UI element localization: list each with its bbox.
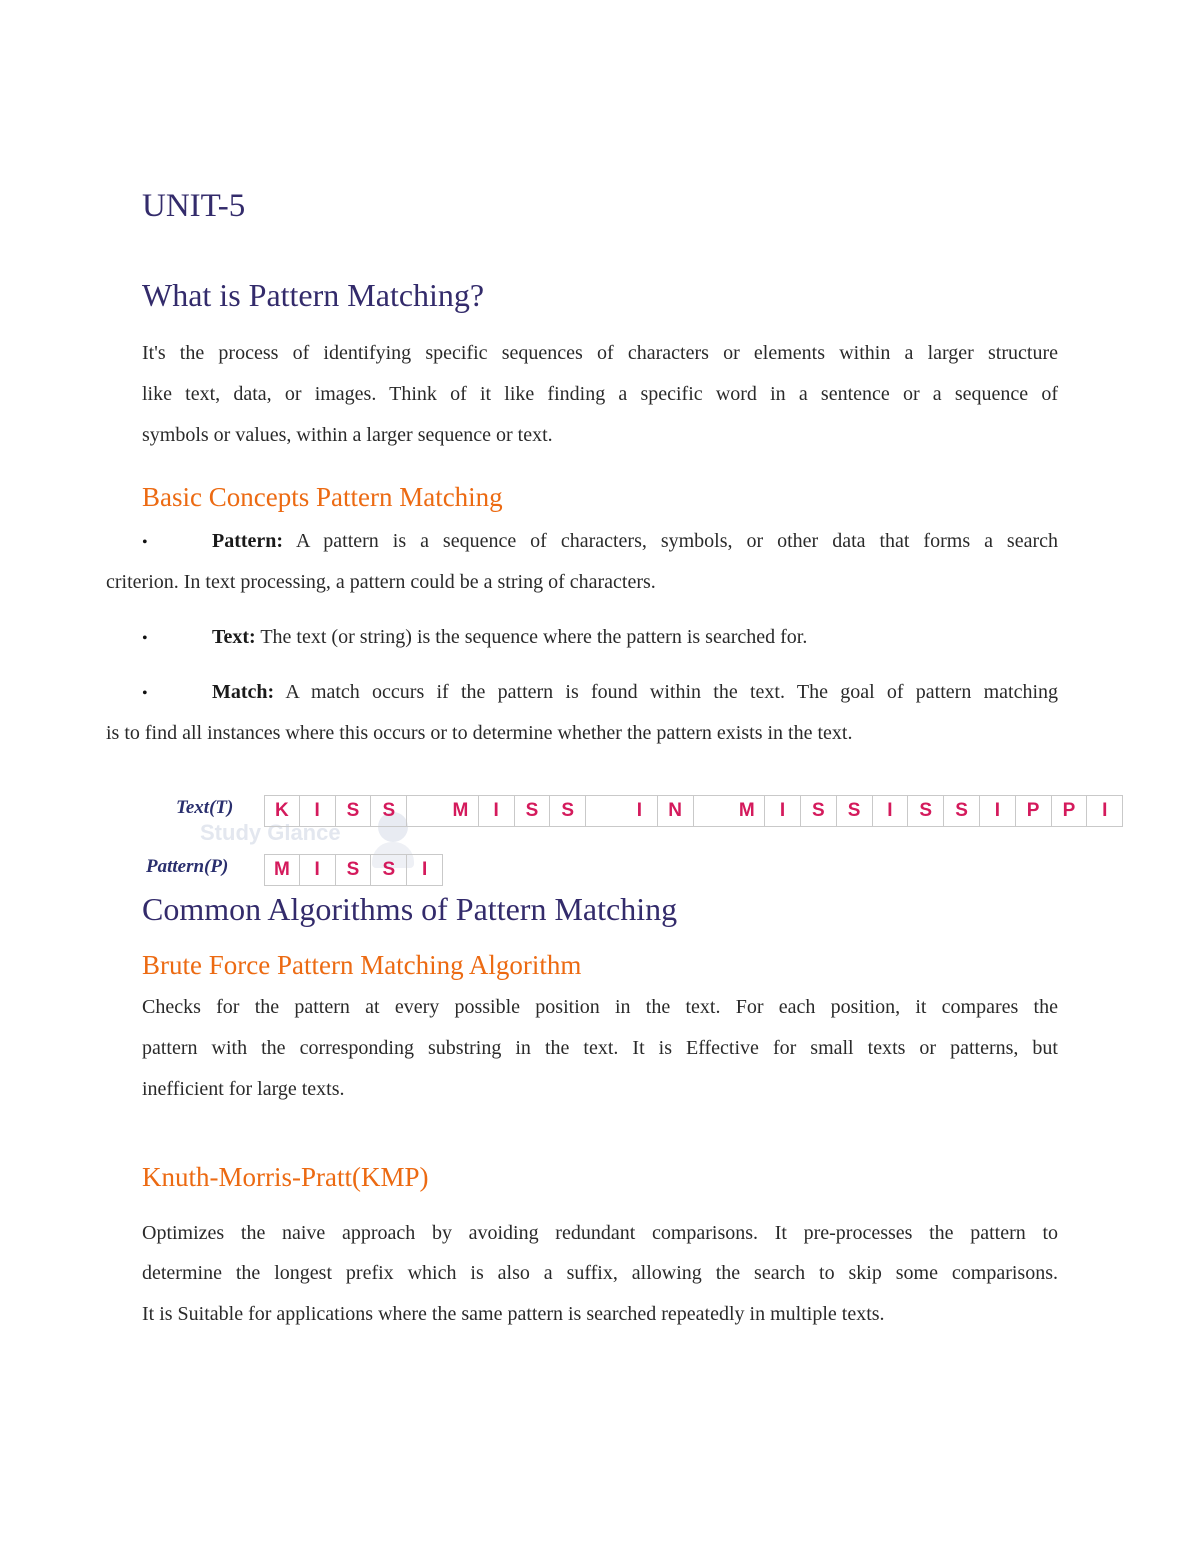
pattern-cell-3: S <box>371 855 407 885</box>
basic-concepts-heading: Basic Concepts Pattern Matching <box>142 482 503 512</box>
text-cell-14: I <box>765 796 801 826</box>
text-cell-18: S <box>908 796 944 826</box>
text-cell-0: K <box>264 796 300 826</box>
text-cell-8: S <box>550 796 586 826</box>
intro-line-1: It's the process of identifying specific sequences of characters or elements within a larger structure <box>142 342 1058 364</box>
text-cell-23: I <box>1087 796 1123 826</box>
concept-term-text: Text: <box>212 626 256 648</box>
intro-line-2: like text, data, or images. Think of it like finding a specific word in a sentence or a sequence of <box>142 383 1058 405</box>
intro-paragraph <box>142 342 1058 452</box>
pattern-cell-4: I <box>407 855 443 885</box>
concept-term-pattern: Pattern: <box>212 530 284 552</box>
text-cell-17: I <box>873 796 909 826</box>
text-cell-6: I <box>479 796 515 826</box>
concept-pattern-line-1 <box>212 530 1058 553</box>
brute-line-2: pattern with the corresponding substring in the text. It is Effective for small texts or patterns, but <box>142 1037 1058 1059</box>
watermark-text: Study Glance <box>200 820 341 845</box>
text-cell-10: I <box>622 796 658 826</box>
kmp-paragraph <box>142 1222 1058 1332</box>
brute-line-3: inefficient for large texts. <box>142 1078 345 1100</box>
text-cell-21: P <box>1016 796 1052 826</box>
brute-force-heading: Brute Force Pattern Matching Algorithm <box>142 950 582 980</box>
text-cell-12 <box>694 796 730 826</box>
bullet-marker: • <box>142 630 148 647</box>
concept-pattern-line-2: criterion. In text processing, a pattern could be a string of characters. <box>106 571 656 593</box>
text-cell-19: S <box>944 796 980 826</box>
text-cell-22: P <box>1052 796 1088 826</box>
text-cell-5: M <box>443 796 479 826</box>
brute-force-paragraph <box>142 996 1058 1106</box>
brute-line-1: Checks for the pattern at every possible position in the text. For each position, it compares the <box>142 996 1058 1018</box>
pattern-label: Pattern(P) <box>146 856 229 877</box>
kmp-line-1: Optimizes the naive approach by avoiding redundant comparisons. It pre-processes the pattern to <box>142 1222 1058 1244</box>
text-cell-1: I <box>300 796 336 826</box>
text-cells <box>264 795 1123 827</box>
unit-title: UNIT-5 <box>142 188 246 224</box>
concept-term-match: Match: <box>212 681 275 703</box>
text-cell-2: S <box>336 796 372 826</box>
bullet-marker: • <box>142 534 148 551</box>
concept-match-line-1 <box>212 681 1058 704</box>
intro-line-3: symbols or values, within a larger sequence or text. <box>142 424 553 446</box>
concept-desc-pattern: A pattern is a sequence of characters, symbols, or other data that forms a search <box>283 530 1058 552</box>
text-cell-7: S <box>515 796 551 826</box>
kmp-heading: Knuth-Morris-Pratt(KMP) <box>142 1162 429 1192</box>
concept-desc-match: A match occurs if the pattern is found within the text. The goal of pattern matching <box>274 681 1058 703</box>
kmp-line-2: determine the longest prefix which is also a suffix, allowing the search to skip some comparisons. <box>142 1262 1058 1284</box>
text-cell-9 <box>586 796 622 826</box>
text-label: Text(T) <box>176 797 234 818</box>
kmp-line-3: It is Suitable for applications where the same pattern is searched repeatedly in multiple texts. <box>142 1303 885 1325</box>
text-cell-4 <box>407 796 443 826</box>
concept-match-line-2: is to find all instances where this occurs or to determine whether the pattern exists in the text. <box>106 722 853 744</box>
text-cell-13: M <box>729 796 765 826</box>
text-cell-11: N <box>658 796 694 826</box>
concept-item-text <box>212 626 807 649</box>
bullet-marker: • <box>142 685 148 702</box>
pattern-cell-2: S <box>336 855 372 885</box>
pattern-cell-1: I <box>300 855 336 885</box>
text-cell-20: I <box>980 796 1016 826</box>
concept-desc-text: The text (or string) is the sequence where the pattern is searched for. <box>255 626 808 648</box>
common-algorithms-heading: Common Algorithms of Pattern Matching <box>142 891 678 927</box>
text-cell-16: S <box>837 796 873 826</box>
text-cell-3: S <box>371 796 407 826</box>
section-heading-pattern-matching: What is Pattern Matching? <box>142 277 485 313</box>
text-cell-15: S <box>801 796 837 826</box>
pattern-cells <box>264 854 443 886</box>
pattern-cell-0: M <box>264 855 300 885</box>
